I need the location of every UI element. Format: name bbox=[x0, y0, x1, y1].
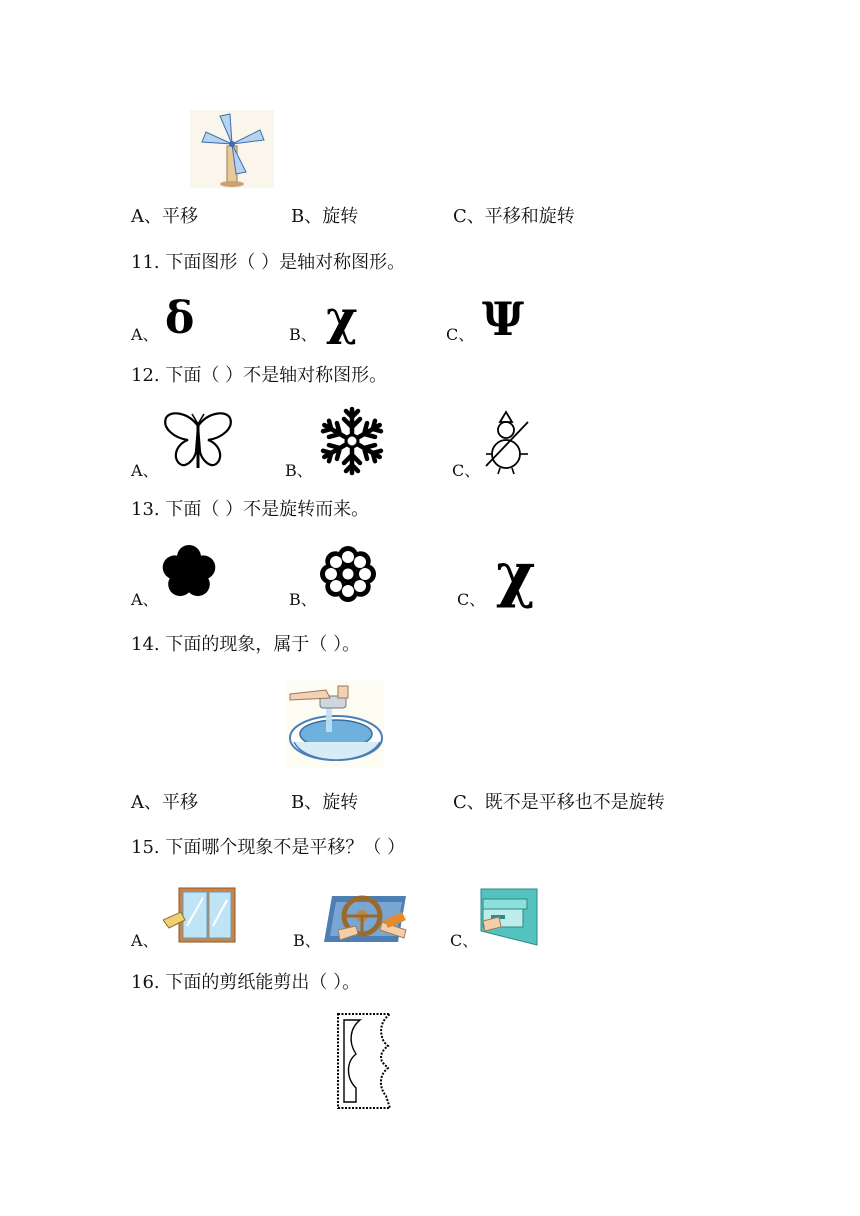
q13-chi-glyph: χ bbox=[496, 540, 536, 610]
q13-label-c[interactable]: C、 bbox=[457, 590, 486, 609]
q14-question: 14. 下面的现象，属于（ ）。 bbox=[131, 634, 361, 655]
q11-delta-glyph: δ bbox=[165, 293, 195, 344]
q13-question: 13. 下面（ ）不是旋转而来。 bbox=[131, 499, 370, 520]
q14-option-b[interactable]: B、旋转 bbox=[291, 792, 359, 813]
q10-option-c[interactable]: C、平移和旋转 bbox=[453, 206, 575, 227]
q12-label-c[interactable]: C、 bbox=[452, 461, 481, 480]
snowman-icon bbox=[482, 410, 534, 476]
q11-psi-glyph: Ψ bbox=[482, 292, 525, 346]
q15-question: 15. 下面哪个现象不是平移？（ ） bbox=[131, 837, 406, 858]
flower-icon bbox=[318, 544, 378, 604]
sliding-window-image bbox=[163, 886, 237, 944]
q14-option-c[interactable]: C、既不是平移也不是旋转 bbox=[453, 792, 665, 813]
q12-label-b[interactable]: B、 bbox=[285, 461, 313, 480]
q10-option-b[interactable]: B、旋转 bbox=[291, 206, 359, 227]
steering-wheel-image bbox=[322, 890, 408, 944]
snowflake-icon bbox=[314, 405, 390, 477]
q11-label-c[interactable]: C、 bbox=[446, 325, 475, 344]
q16-question: 16. 下面的剪纸能剪出（ ）。 bbox=[131, 972, 361, 993]
windmill-image bbox=[190, 110, 274, 188]
drawer-image bbox=[479, 887, 539, 947]
pentagon-flower-icon bbox=[160, 543, 218, 601]
q12-question: 12. 下面（ ）不是轴对称图形。 bbox=[131, 365, 388, 386]
q11-question: 11. 下面图形（ ）是轴对称图形。 bbox=[131, 252, 406, 273]
q14-option-a[interactable]: A、平移 bbox=[131, 792, 198, 813]
q15-label-c[interactable]: C、 bbox=[450, 931, 479, 950]
q11-label-b[interactable]: B、 bbox=[289, 325, 317, 344]
q13-label-a[interactable]: A、 bbox=[131, 590, 159, 609]
q15-label-a[interactable]: A、 bbox=[131, 931, 159, 950]
paper-cut-shape bbox=[334, 1012, 394, 1112]
butterfly-icon bbox=[162, 408, 234, 472]
q11-chi-glyph: χ bbox=[326, 290, 358, 346]
q12-label-a[interactable]: A、 bbox=[131, 461, 159, 480]
q15-label-b[interactable]: B、 bbox=[293, 931, 321, 950]
q13-label-b[interactable]: B、 bbox=[289, 590, 317, 609]
q11-label-a[interactable]: A、 bbox=[131, 325, 159, 344]
q10-option-a[interactable]: A、平移 bbox=[131, 206, 198, 227]
faucet-sink-image bbox=[286, 680, 384, 768]
